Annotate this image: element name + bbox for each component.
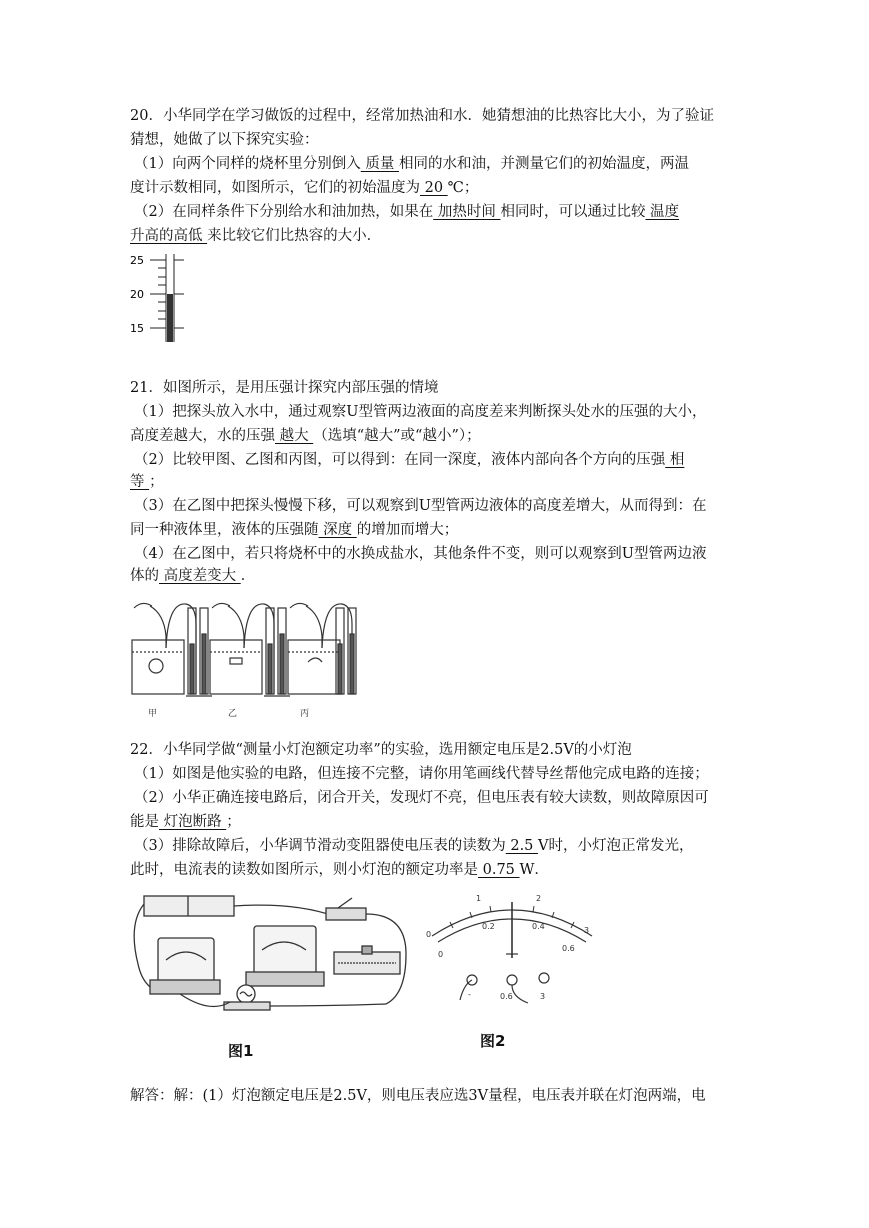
q21-line2: （1）把探头放入水中，通过观察U型管两边液面的高度差来判断探头处水的压强的大小， [134,404,707,420]
setup-bing [288,603,356,694]
q22-line3: （2）小华正确连接电路后，闭合开关，发现灯不亮，但电压表有较大读数，则故障原因可 [134,790,709,806]
q20-text: （1）向两个同样的烧杯里分别倒入 [134,156,361,172]
fig-label-yi: 乙 [228,709,238,719]
fig2-caption: 图2 [480,1032,506,1050]
switch [326,908,366,920]
dial-inner-06: 0.6 [562,944,575,953]
thermo-tick-20: 20 [130,288,144,301]
setup-jia [132,603,212,696]
q20-text: ℃； [447,180,479,196]
pressure-gauge-figure [128,596,358,720]
q20-line2: 猜想，她做了以下探究实验： [130,132,319,148]
dial-outer-3: 3 [584,926,590,935]
q21-line1: 21．如图所示，是用压强计探究内部压强的情境 [130,380,439,396]
q20-text: 相同的水和油，并测量它们的初始温度，两温 [398,156,689,172]
q20-answer-time: 加热时间 [433,204,501,220]
q20-line4 [130,178,478,198]
q20-text: 相同时，可以通过比较 [500,204,646,220]
q20-text: 来比较它们比热容的大小． [207,228,382,244]
dial-outer-2: 2 [536,894,542,903]
q22-text: 此时，电流表的读数如图所示，则小灯泡的额定功率是 [130,862,478,878]
q20-answer-temp: 20 [420,180,448,196]
q21-line9 [130,566,255,586]
q22-text: V时，小灯泡正常发光， [538,838,694,854]
thermometer-figure [128,252,192,344]
q21-line5 [130,472,164,492]
q21-line4 [134,450,684,470]
q21-answer-depth: 深度 [318,522,357,538]
circuit-figure [128,890,418,1060]
dial-inner-04: 0.4 [532,922,545,931]
wire [270,1004,386,1006]
q21-answer-equal-cont: 等 [130,474,150,490]
q21-text: 高度差越大，水的压强 [130,428,275,444]
q22-text: 能是 [130,814,159,830]
q21-line6: （3）在乙图中把探头慢慢下移，可以观察到U型管两边液体的高度差增大，从而得到：在 [134,498,707,514]
q21-line7 [130,520,458,540]
wire [180,994,230,1007]
q22-text: W． [519,862,549,878]
voltmeter [254,926,316,974]
fig-label-bing: 丙 [300,709,310,719]
q21-answer-larger: 越大 [275,428,314,444]
thermo-tick-15: 15 [130,322,144,335]
q21-text: 的增加而增大； [356,522,459,538]
thermo-tick-25: 25 [130,254,144,267]
dial-inner-0: 0 [438,950,444,959]
answer-line1: 解答：解：(1）灯泡额定电压是2.5V，则电压表应选3V量程，电压表并联在灯泡两端，电 [130,1088,706,1104]
dial-inner-02: 0.2 [482,922,495,931]
q22-answer-power: 0.75 [478,862,520,878]
q22-line4 [130,812,241,832]
terminal-06: 0.6 [500,992,513,1001]
q22-text: （3）排除故障后，小华调节滑动变阻器使电压表的读数为 [134,838,506,854]
q21-text: （2）比较甲图、乙图和丙图，可以得到：在同一深度，液体内部向各个方向的压强 [134,452,666,468]
q20-answer-rise: 温度 [645,204,680,220]
wire [234,905,334,916]
q21-text: （选填“越大”或“越小”）； [313,428,481,444]
q21-line8: （4）在乙图中，若只将烧杯中的水换成盐水，其他条件不变，则可以观察到U型管两边液 [134,546,707,562]
setup-yi [210,603,290,696]
q21-text: ； [149,474,164,490]
fig-label-jia: 甲 [148,709,158,719]
q20-text: 度计示数相同，如图所示，它们的初始温度为 [130,180,420,196]
dial-outer-0: 0 [426,930,432,939]
q20-line1: 20．小华同学在学习做饭的过程中，经常加热油和水．她猜想油的比热容比大小，为了验证 [130,108,714,124]
q20-line3 [134,154,689,174]
q20-text: （2）在同样条件下分别给水和油加热，如果在 [134,204,434,220]
terminal-3: 3 [540,992,546,1001]
q20-line6 [130,226,381,246]
dial-outer-1: 1 [476,894,482,903]
battery-box [144,896,234,916]
q22-answer-fault: 灯泡断路 [159,814,227,830]
fig1-caption: 图1 [228,1042,254,1060]
q22-text: ； [226,814,241,830]
q22-line1: 22．小华同学做“测量小灯泡额定功率”的实验，选用额定电压是2.5V的小灯泡 [130,742,632,758]
q22-line5 [134,836,694,856]
q20-answer-mass: 质量 [360,156,399,172]
q21-text: ． [240,568,256,584]
q21-line3 [130,426,481,446]
terminal-minus: - [468,990,471,999]
ammeter-dial-figure [420,890,610,1050]
q21-text: 同一种液体里，液体的压强随 [130,522,319,538]
q21-answer-equal: 相 [665,452,685,468]
q21-answer-heightdiff: 高度差变大 [159,568,241,584]
q20-answer-rise-cont: 升高的高低 [130,228,208,244]
q22-answer-voltage: 2.5 [505,838,539,854]
q20-line5 [134,202,679,222]
q22-line2: （1）如图是他实验的电路，但连接不完整，请你用笔画线代替导丝帮他完成电路的连接； [134,766,709,782]
q22-line6 [130,860,549,880]
q21-text: 体的 [130,568,159,584]
